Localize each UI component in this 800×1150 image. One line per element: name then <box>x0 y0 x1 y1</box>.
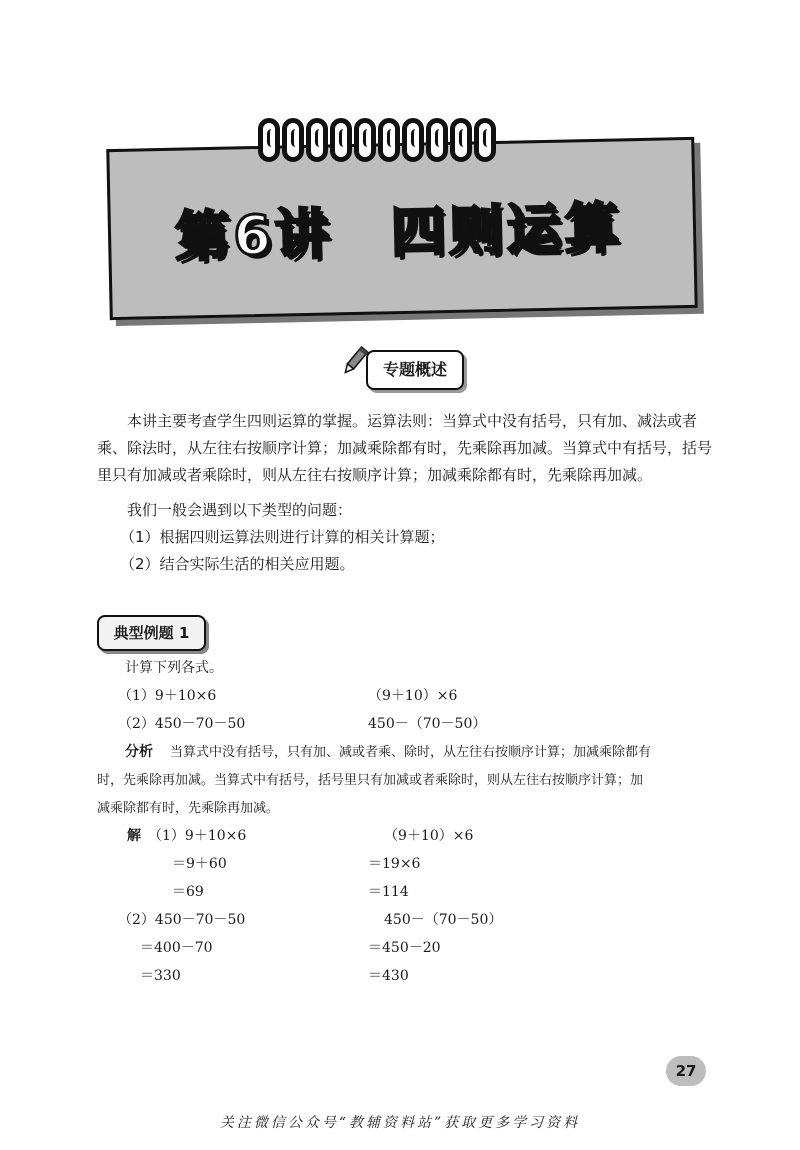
footer-note: 关注微信公众号“教辅资料站”获取更多学习资料 <box>219 1115 581 1131</box>
overview-paragraph: 本讲主要考查学生四则运算的掌握。运算法则：当算式中没有括号，只有加、减法或者乘、除法时，从左往右按顺序计算；加减乘除都有时，先乘除再加减。当算式中有括号，括号里只有加减或者乘除时，则从左往右按顺序计算；加减乘除都有时，先乘除再加减。 <box>97 412 713 484</box>
solution-step: （1）9＋10×6 <box>148 828 247 844</box>
ring-icon <box>378 118 400 162</box>
analysis-text: 减乘除都有时，先乘除再加减。 <box>97 801 280 816</box>
analysis-text: 时，先乘除再加减。当算式中有括号，括号里只有加减或者乘除时，则从左往右按顺序计算；加 <box>97 773 644 788</box>
solution-step: ＝69 <box>172 884 204 900</box>
example-label: 典型例题 1 <box>97 615 206 651</box>
solution-label: 解 <box>127 828 141 844</box>
ring-icon <box>450 118 472 162</box>
solution-step: ＝9＋60 <box>172 856 227 872</box>
solution-step: ＝19×6 <box>368 856 421 872</box>
solution-step: （2）450－70－50 <box>118 912 246 928</box>
solution-step: （9＋10）×6 <box>384 828 474 844</box>
page-number: 27 <box>666 1056 706 1086</box>
overview-item: （2）结合实际生活的相关应用题。 <box>120 555 355 573</box>
solution-step: ＝450－20 <box>368 940 441 956</box>
ring-icon <box>474 118 496 162</box>
question-text: （9＋10）×6 <box>368 688 458 704</box>
analysis-text: 当算式中没有括号，只有加、减或者乘、除时，从左往右按顺序计算；加减乘除都有 <box>170 745 652 760</box>
section-label: 专题概述 <box>366 350 464 390</box>
example-prompt: 计算下列各式。 <box>125 660 223 676</box>
solution-step: ＝430 <box>368 968 409 984</box>
ring-icon <box>306 118 328 162</box>
question-text: （2）450－70－50 <box>118 716 246 732</box>
question-text: （1）9＋10×6 <box>118 688 217 704</box>
spiral-binding <box>258 118 528 178</box>
analysis-label: 分析 <box>125 744 153 760</box>
solution-step: ＝330 <box>140 968 181 984</box>
ring-icon <box>402 118 424 162</box>
solution-step: 450－（70－50） <box>384 912 503 928</box>
ring-icon <box>258 118 280 162</box>
chapter-title: 第6讲 四则运算 <box>174 196 624 269</box>
solution-step: ＝114 <box>368 884 409 900</box>
overview-paragraph: 我们一般会遇到以下类型的问题： <box>127 501 353 519</box>
ring-icon <box>426 118 448 162</box>
ring-icon <box>354 118 376 162</box>
ring-icon <box>330 118 352 162</box>
solution-step: ＝400－70 <box>140 940 213 956</box>
overview-item: （1）根据四则运算法则进行计算的相关计算题； <box>120 528 445 546</box>
ring-icon <box>282 118 304 162</box>
question-text: 450－（70－50） <box>368 716 487 732</box>
